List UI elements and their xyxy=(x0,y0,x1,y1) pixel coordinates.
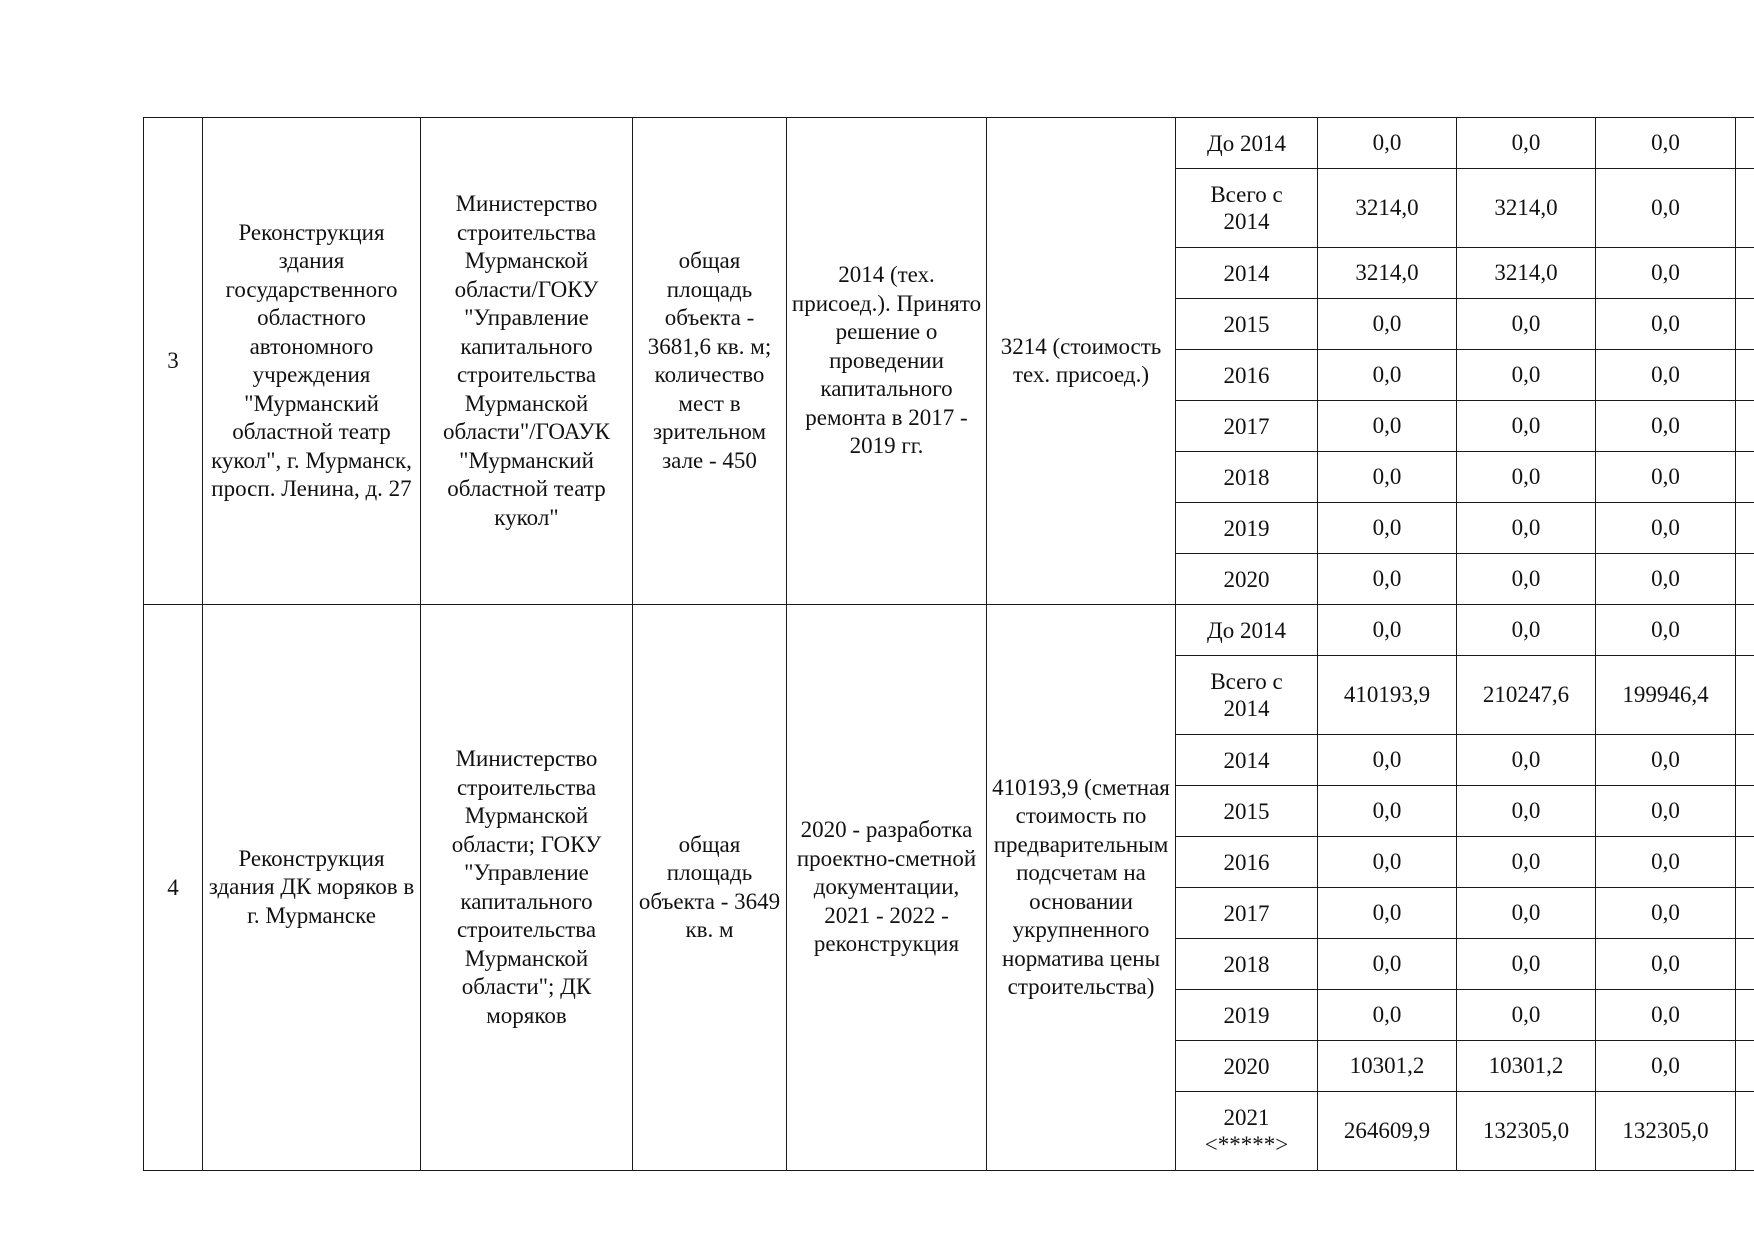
funding-value-3: 0,0 xyxy=(1596,248,1736,299)
funding-value-3: 0,0 xyxy=(1596,503,1736,554)
funding-value-1: 410193,9 xyxy=(1318,656,1457,735)
table-body xyxy=(144,118,1754,1171)
year-label: 2021 xyxy=(1223,1105,1270,1130)
object-customer: Министерство строительства Мурманской области/ГОКУ "Управление капитального строительства Мурманской области"/ГОАУК "Мурманский областной театр кукол" xyxy=(421,118,633,605)
year-cell xyxy=(1176,401,1318,452)
object-name: Реконструкция здания ДК моряков в г. Мурманске xyxy=(203,605,421,1171)
funding-value-2: 0,0 xyxy=(1457,401,1596,452)
year-label: Всего с xyxy=(1210,669,1283,694)
cut-off-column xyxy=(1736,248,1754,299)
year-cell xyxy=(1176,786,1318,837)
funding-value-2: 0,0 xyxy=(1457,990,1596,1041)
funding-value-1: 0,0 xyxy=(1318,605,1457,656)
year-cell xyxy=(1176,888,1318,939)
cut-off-column xyxy=(1736,1041,1754,1092)
investment-objects-table xyxy=(143,117,1754,1171)
year-label-line2: <*****> xyxy=(1204,1132,1289,1157)
year-label: 2018 xyxy=(1223,951,1270,977)
object-name: Реконструкция здания государственного областного автономного учреждения "Мурманский областной театр кукол", г. Мурманск, просп. Ленина, д. 27 xyxy=(203,118,421,605)
funding-value-1: 0,0 xyxy=(1318,554,1457,605)
cut-off-column xyxy=(1736,350,1754,401)
funding-value-2: 3214,0 xyxy=(1457,248,1596,299)
cut-off-column xyxy=(1736,503,1754,554)
object-number: 3 xyxy=(144,118,203,605)
year-cell xyxy=(1176,118,1318,169)
funding-value-2: 0,0 xyxy=(1457,350,1596,401)
funding-value-1: 3214,0 xyxy=(1318,169,1457,248)
year-cell xyxy=(1176,990,1318,1041)
object-capacity: общая площадь объекта - 3649 кв. м xyxy=(633,605,787,1171)
funding-value-1: 10301,2 xyxy=(1318,1041,1457,1092)
funding-value-3: 0,0 xyxy=(1596,786,1736,837)
cut-off-column xyxy=(1736,169,1754,248)
year-cell xyxy=(1176,350,1318,401)
funding-value-2: 10301,2 xyxy=(1457,1041,1596,1092)
funding-value-3: 0,0 xyxy=(1596,735,1736,786)
funding-value-2: 0,0 xyxy=(1457,605,1596,656)
year-label: 2018 xyxy=(1223,464,1270,490)
funding-value-3: 0,0 xyxy=(1596,605,1736,656)
funding-value-1: 0,0 xyxy=(1318,299,1457,350)
year-cell xyxy=(1176,503,1318,554)
cut-off-column xyxy=(1736,452,1754,503)
year-cell xyxy=(1176,735,1318,786)
funding-value-3: 0,0 xyxy=(1596,990,1736,1041)
object-cost: 3214 (стоимость тех. присоед.) xyxy=(987,118,1176,605)
funding-value-3: 0,0 xyxy=(1596,350,1736,401)
cut-off-column xyxy=(1736,837,1754,888)
year-label: До 2014 xyxy=(1207,617,1286,643)
cut-off-column xyxy=(1736,888,1754,939)
funding-value-1: 0,0 xyxy=(1318,990,1457,1041)
cut-off-column xyxy=(1736,118,1754,169)
cut-off-column xyxy=(1736,990,1754,1041)
year-cell xyxy=(1176,1041,1318,1092)
funding-value-3: 0,0 xyxy=(1596,837,1736,888)
year-label: 2014 xyxy=(1223,260,1270,286)
year-cell xyxy=(1176,837,1318,888)
funding-value-2: 0,0 xyxy=(1457,118,1596,169)
funding-value-1: 264609,9 xyxy=(1318,1092,1457,1171)
cut-off-column xyxy=(1736,1092,1754,1171)
year-label: 2019 xyxy=(1223,515,1270,541)
funding-value-2: 0,0 xyxy=(1457,452,1596,503)
funding-value-1: 0,0 xyxy=(1318,888,1457,939)
funding-value-3: 0,0 xyxy=(1596,888,1736,939)
year-label: 2020 xyxy=(1223,566,1270,592)
funding-value-3: 0,0 xyxy=(1596,299,1736,350)
funding-value-2: 0,0 xyxy=(1457,735,1596,786)
year-label: 2015 xyxy=(1223,798,1270,824)
funding-value-3: 0,0 xyxy=(1596,118,1736,169)
funding-value-2: 0,0 xyxy=(1457,299,1596,350)
funding-value-1: 0,0 xyxy=(1318,401,1457,452)
funding-value-1: 3214,0 xyxy=(1318,248,1457,299)
funding-value-3: 0,0 xyxy=(1596,1041,1736,1092)
cut-off-column xyxy=(1736,401,1754,452)
year-cell xyxy=(1176,248,1318,299)
year-cell xyxy=(1176,939,1318,990)
cut-off-column xyxy=(1736,605,1754,656)
funding-value-1: 0,0 xyxy=(1318,350,1457,401)
cut-off-column xyxy=(1736,735,1754,786)
cut-off-column xyxy=(1736,299,1754,350)
funding-value-1: 0,0 xyxy=(1318,786,1457,837)
funding-value-2: 0,0 xyxy=(1457,888,1596,939)
table-row xyxy=(144,118,1754,169)
year-cell xyxy=(1176,1092,1318,1171)
funding-value-2: 0,0 xyxy=(1457,939,1596,990)
funding-value-3: 199946,4 xyxy=(1596,656,1736,735)
year-label: 2017 xyxy=(1223,900,1270,926)
funding-value-3: 132305,0 xyxy=(1596,1092,1736,1171)
year-label: 2014 xyxy=(1223,747,1270,773)
funding-value-1: 0,0 xyxy=(1318,735,1457,786)
year-label: 2017 xyxy=(1223,413,1270,439)
year-label: 2020 xyxy=(1223,1053,1270,1079)
year-label: 2016 xyxy=(1223,362,1270,388)
object-timeline: 2020 - разработка проектно-сметной документации, 2021 - 2022 - реконструкция xyxy=(787,605,987,1171)
cut-off-column xyxy=(1736,656,1754,735)
funding-value-3: 0,0 xyxy=(1596,554,1736,605)
year-cell xyxy=(1176,299,1318,350)
year-cell xyxy=(1176,554,1318,605)
table-row xyxy=(144,605,1754,656)
funding-value-2: 0,0 xyxy=(1457,786,1596,837)
funding-value-1: 0,0 xyxy=(1318,503,1457,554)
funding-value-1: 0,0 xyxy=(1318,452,1457,503)
year-label-line2: 2014 xyxy=(1223,209,1270,234)
object-cost: 410193,9 (сметная стоимость по предварительным подсчетам на основании укрупненного норматива цены строительства) xyxy=(987,605,1176,1171)
funding-value-1: 0,0 xyxy=(1318,837,1457,888)
funding-value-3: 0,0 xyxy=(1596,939,1736,990)
year-cell xyxy=(1176,452,1318,503)
year-label: 2019 xyxy=(1223,1002,1270,1028)
year-label: Всего с xyxy=(1210,182,1283,207)
funding-value-1: 0,0 xyxy=(1318,118,1457,169)
year-cell xyxy=(1176,656,1318,735)
cut-off-column xyxy=(1736,786,1754,837)
funding-value-2: 3214,0 xyxy=(1457,169,1596,248)
funding-value-1: 0,0 xyxy=(1318,939,1457,990)
cut-off-column xyxy=(1736,939,1754,990)
funding-value-2: 132305,0 xyxy=(1457,1092,1596,1171)
object-capacity: общая площадь объекта - 3681,6 кв. м; количество мест в зрительном зале - 450 xyxy=(633,118,787,605)
cut-off-column xyxy=(1736,554,1754,605)
funding-value-3: 0,0 xyxy=(1596,452,1736,503)
object-customer: Министерство строительства Мурманской области; ГОКУ "Управление капитального строительства Мурманской области"; ДК моряков xyxy=(421,605,633,1171)
year-label: 2016 xyxy=(1223,849,1270,875)
year-label-line2: 2014 xyxy=(1223,696,1270,721)
funding-value-2: 0,0 xyxy=(1457,554,1596,605)
year-label: До 2014 xyxy=(1207,130,1286,156)
year-label: 2015 xyxy=(1223,311,1270,337)
funding-value-3: 0,0 xyxy=(1596,169,1736,248)
object-timeline: 2014 (тех. присоед.). Принято решение о проведении капитального ремонта в 2017 - 2019 гг. xyxy=(787,118,987,605)
funding-value-2: 0,0 xyxy=(1457,503,1596,554)
funding-value-3: 0,0 xyxy=(1596,401,1736,452)
year-cell xyxy=(1176,605,1318,656)
funding-value-2: 210247,6 xyxy=(1457,656,1596,735)
object-number: 4 xyxy=(144,605,203,1171)
year-cell xyxy=(1176,169,1318,248)
funding-value-2: 0,0 xyxy=(1457,837,1596,888)
